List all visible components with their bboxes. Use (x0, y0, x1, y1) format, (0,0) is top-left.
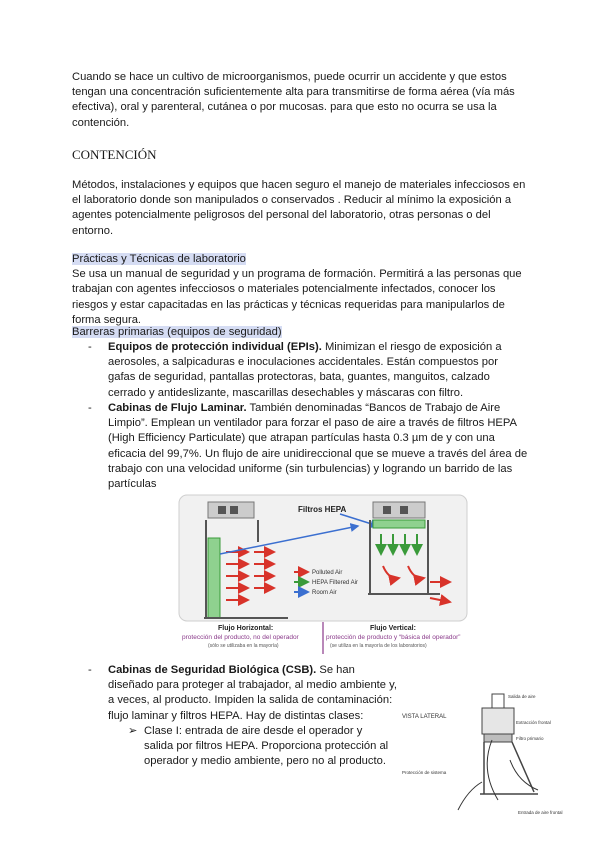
svg-text:HEPA Filtered Air: HEPA Filtered Air (312, 580, 358, 586)
barreras-title: Barreras primarias (equipos de seguridad) (72, 326, 282, 338)
bullet-epis (88, 340, 528, 401)
left-caption-sub: protección del producto, no del operador (182, 634, 299, 641)
sub-item-clase-i (128, 724, 393, 770)
fan-icon (383, 506, 391, 514)
label-entrada: Entrada de aire frontal (518, 810, 563, 815)
barreras-title-line (72, 325, 528, 340)
right-cabinet-top (373, 502, 425, 518)
definition-paragraph: Métodos, instalaciones y equipos que hacen seguro el manejo de materiales infecciosos en el laboratorio donde son manipulados o conservados . Reducir al mínimo la exposición a agentes potencialmente peligrosos del personal del laboratorio, otras personas o del entorno. (72, 179, 526, 237)
bullet-flujo-text: También denominadas “Bancos de Trabajo de Aire Limpio”. Emplean un ventilador para forzar el paso de aire a través de filtros HEPA (High Efficiency Particulate) que atrapan partículas hasta 0.3 µm de y con una eficacia del 99,7%. Un flujo de aire unidireccional que se mueve a través del área de trabajo con una velocidad uniforme (sin turbulencias) y logrando un barrido de las partículas (108, 402, 528, 491)
cabinet-head (482, 708, 514, 734)
right-caption-title: Flujo Vertical: (370, 625, 416, 632)
label-extraccion: Extracción frontal (516, 720, 551, 725)
practicas-block (72, 252, 528, 328)
sub-arrow-icon: ➢ (128, 725, 138, 737)
bullet-dash: - (88, 664, 92, 676)
bullet-csb (88, 663, 398, 724)
bullet-csb-title: Cabinas de Seguridad Biológica (CSB). (108, 664, 317, 676)
primary-filter (484, 734, 512, 742)
label-proteccion: Protección de sistema (402, 770, 447, 775)
fan-icon (218, 506, 226, 514)
svg-text:Room Air: Room Air (312, 590, 337, 596)
label-filtro: Filtro primario (516, 736, 544, 741)
left-caption-note: (sólo se utilizaba en la mayoría) (208, 643, 279, 649)
sub-item-text: Clase I: entrada de aire desde el operador y salida por filtros HEPA. Proporciona protección al operador y medio ambiente, pero no al producto. (144, 725, 389, 768)
bullet-dash: - (88, 341, 92, 353)
airflow-line (458, 782, 482, 810)
right-caption-sub: protección de producto y “básica del operador” (326, 634, 461, 641)
right-hepa-filter (373, 520, 425, 528)
bullet-epis-title: Equipos de protección individual (EPIs). (108, 341, 322, 353)
practicas-text: Se usa un manual de seguridad y un programa de formación. Permitirá a las personas que trabajan con agentes infecciosos o materiales potencialmente infectados, conocer los riesgos y estar capacitadas en las prácticas y técnicas requeridas para manipularlos de forma segura. (72, 268, 522, 326)
label-salida: Salida de aire (508, 694, 536, 699)
bullet-epis-text: Minimizan el riesgo de exposición a aerosoles, a salpicaduras e inoculaciones accidentales. Están compuestos por gafas de seguridad, pantallas protectoras, bata, guantes, manguitos, calzado cerrado y antideslizante, mascarillas desechables y máscaras con filtro. (108, 341, 502, 399)
exhaust-duct (492, 694, 504, 708)
hepa-label: Filtros HEPA (298, 505, 347, 514)
left-caption-title: Flujo Horizontal: (218, 625, 274, 632)
bullet-flujo-laminar (88, 401, 528, 492)
section-title: CONTENCIÓN (72, 147, 157, 162)
airflow-line (510, 760, 538, 790)
airflow-line (487, 740, 498, 800)
fan-icon (230, 506, 238, 514)
intro-paragraph: Cuando se hace un cultivo de microorganismos, puede ocurrir un accidente y que estos tengan una concentración suficientemente alta para transmitirse de forma aérea (vía más efectiva), oral y parenteral, cutánea o por mucosas. para que esto no ocurra se usa la contención. (72, 71, 515, 129)
bullet-csb-text: Se han diseñado para proteger al trabajador, al medio ambiente y, a veces, al producto. Impiden la salida de contaminación: flujo laminar y filtros HEPA. Hay de distintas clases: (108, 664, 397, 722)
fan-icon (400, 506, 408, 514)
bullet-flujo-title: Cabinas de Flujo Laminar. (108, 402, 247, 414)
right-caption-note: (se utiliza en la mayoría de los laboratorios) (330, 643, 427, 649)
practicas-title: Prácticas y Técnicas de laboratorio (72, 253, 246, 265)
csb-side-view-figure (398, 690, 568, 820)
left-hepa-filter (208, 538, 220, 618)
cabinet-front-glass (512, 742, 534, 792)
side-view-title: VISTA LATERAL (402, 714, 447, 720)
laminar-flow-figure (178, 494, 468, 654)
bullet-dash: - (88, 402, 92, 414)
svg-text:Polluted Air: Polluted Air (312, 570, 343, 576)
